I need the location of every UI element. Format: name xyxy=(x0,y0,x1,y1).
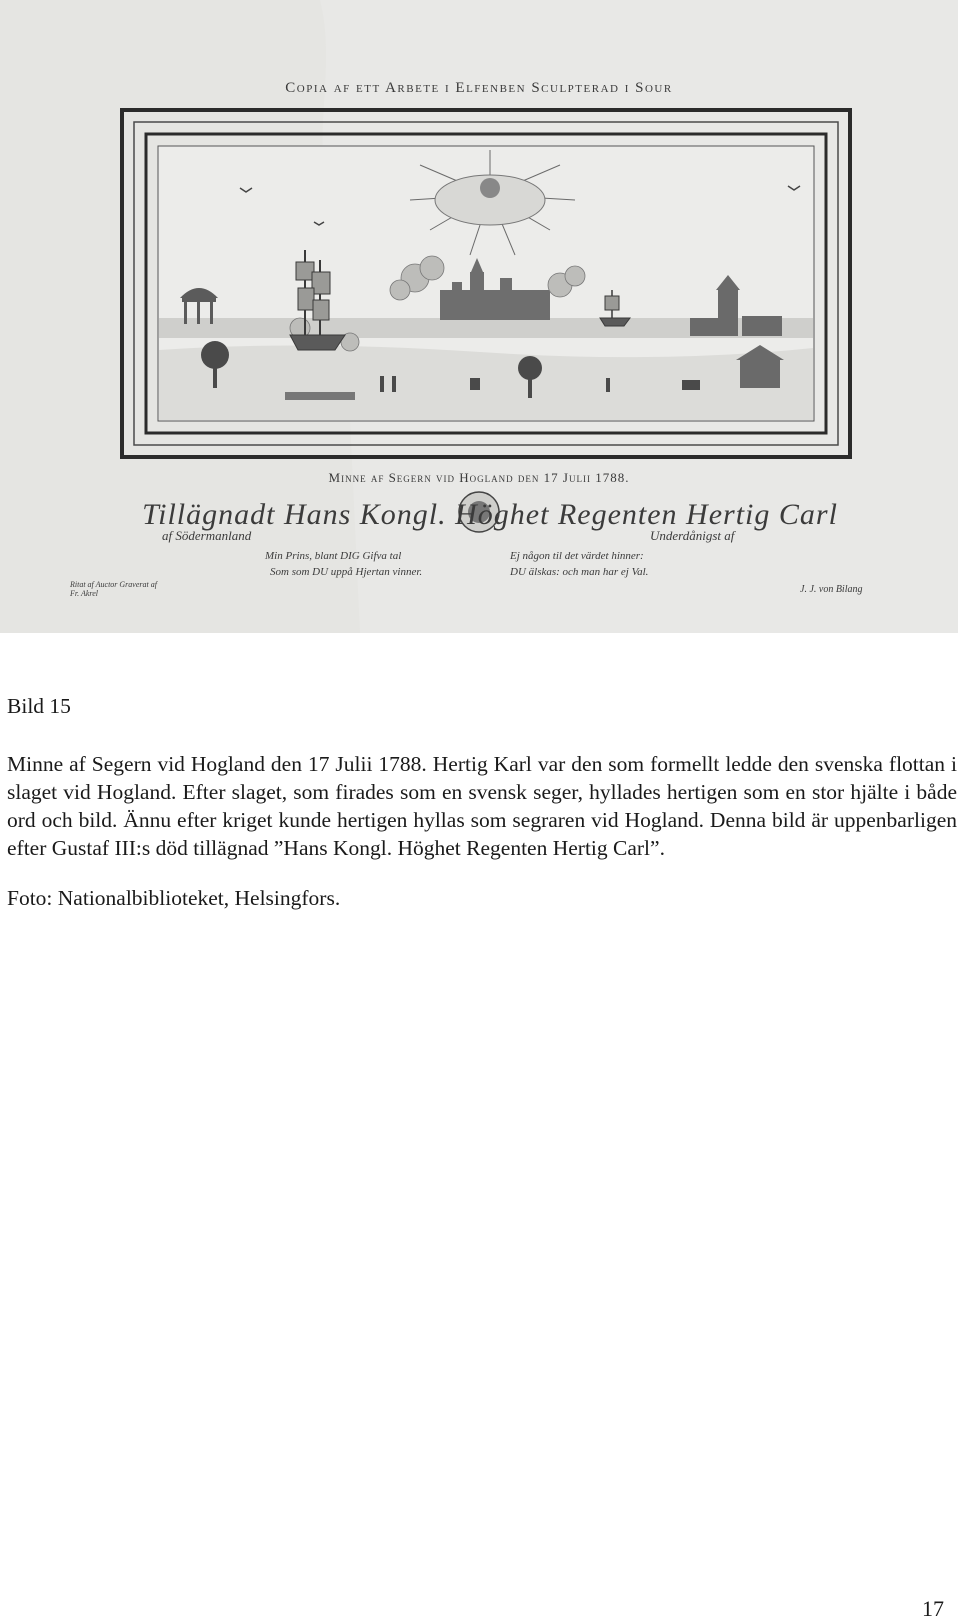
figure-description: Minne af Segern vid Hogland den 17 Julii 1788. Hertig Karl var den som formellt ledde den svenska flottan i slaget vid Hogland. Efter slaget, som firades som en svensk seger, hyllades hertigen som en stor hjälte i både ord och bild. Ännu efter kriget kunde hertigen hyllas som segraren vid Hogland. Denna bild är uppenbarligen efter Gustaf III:s död tillägnad ”Hans Kongl. Höghet Regenten Hertig Carl”. xyxy=(7,752,957,860)
figure-label: Bild 15 xyxy=(7,694,71,718)
plate-sub-right: Underdånigst af xyxy=(650,528,735,543)
plate-verse-right-1: Ej någon til det värdet hinner: xyxy=(510,550,644,562)
engraving-image xyxy=(0,0,958,633)
page-number: 17 xyxy=(922,1596,944,1621)
plate-title: Copia af ett Arbete i Elfenben Sculpterad i Sour xyxy=(285,80,673,96)
figure-caption xyxy=(7,692,957,912)
plate-verse-left-1: Min Prins, blant DIG Gifva tal xyxy=(265,550,402,562)
plate-dedication: Tillägnadt Hans Kongl. Höghet Regenten Hertig Carl xyxy=(142,498,838,531)
plate-verse-left-2: Som som DU uppå Hjertan vinner. xyxy=(270,566,423,578)
plate-engraver-right: J. J. von Bilang xyxy=(800,584,863,595)
plate-verse-right-2: DU älskas: och man har ej Val. xyxy=(510,566,649,578)
plate-sub-left: af Södermanland xyxy=(162,528,252,543)
plate-caption: Minne af Segern vid Hogland den 17 Julii 1788. xyxy=(328,470,630,485)
plate-engraver-left: Ritat af Auctor Graverat af Fr. Akrel xyxy=(70,580,157,598)
photo-credit: Foto: Nationalbiblioteket, Helsingfors. xyxy=(7,886,341,910)
